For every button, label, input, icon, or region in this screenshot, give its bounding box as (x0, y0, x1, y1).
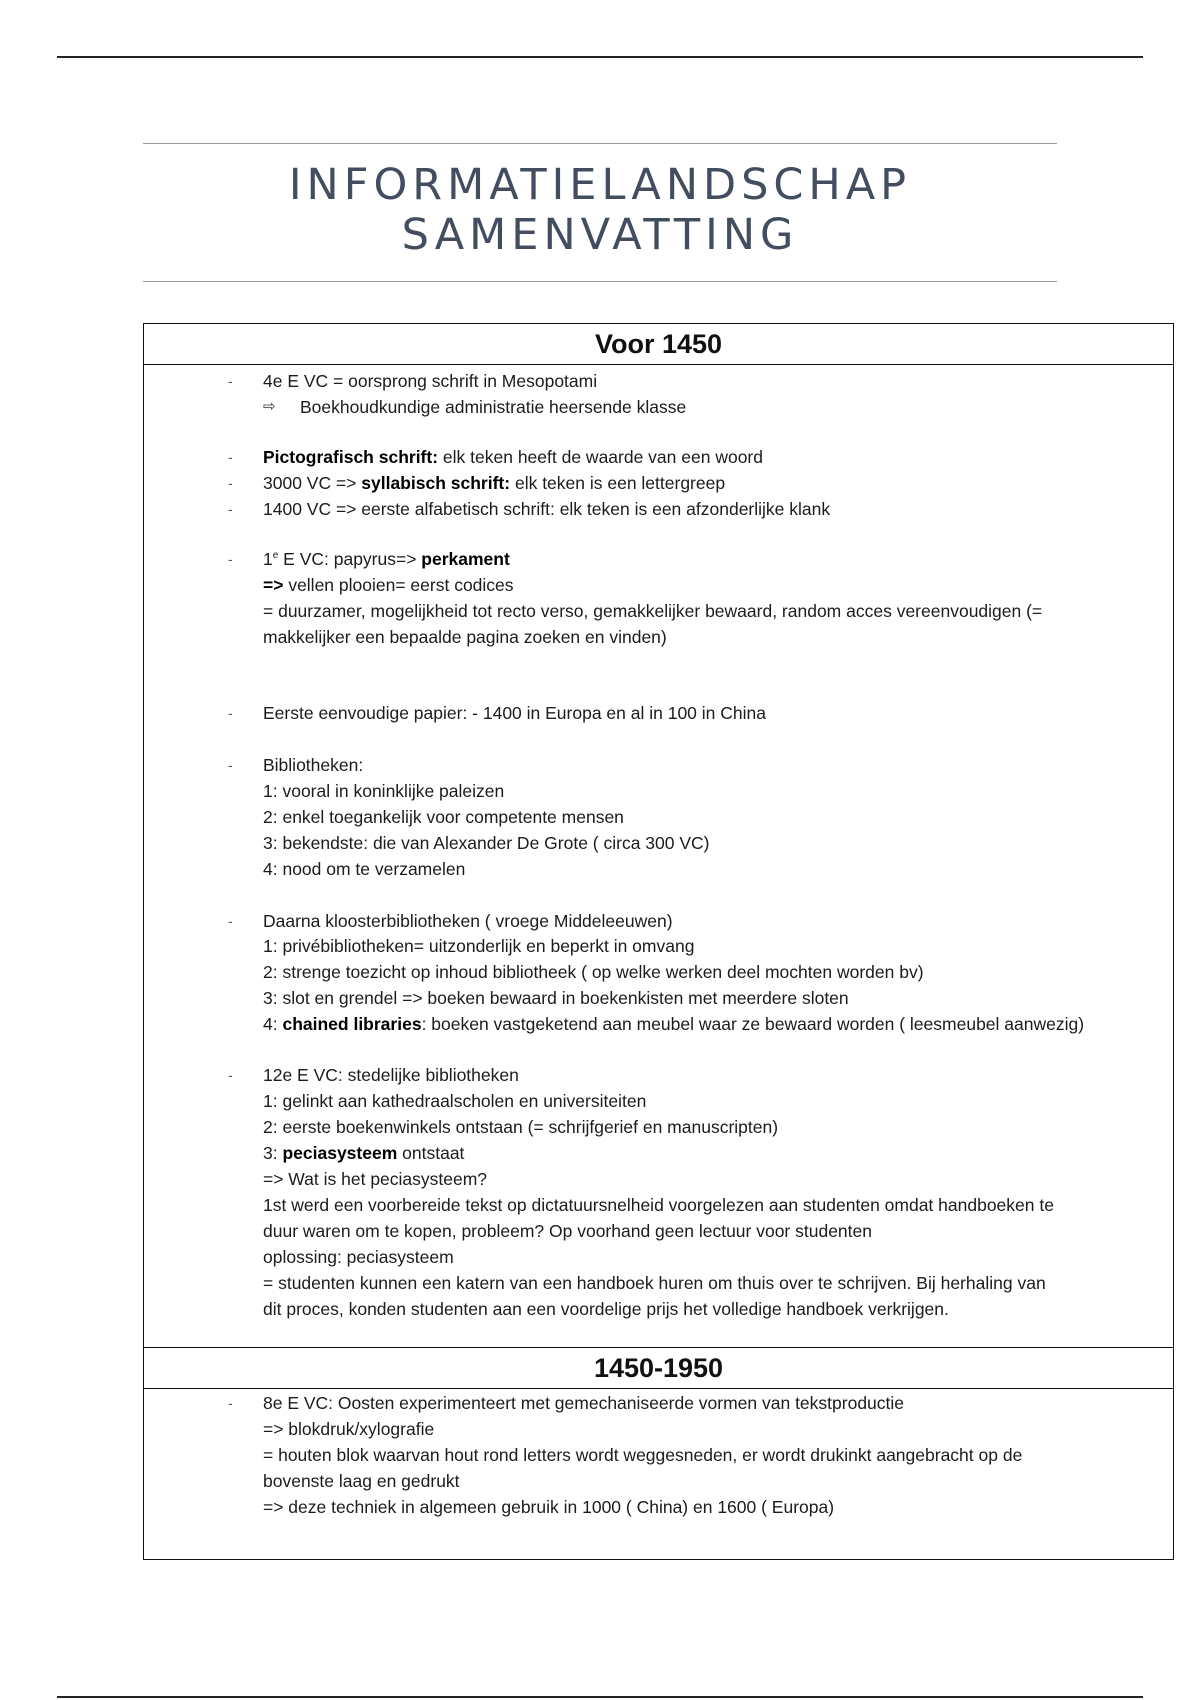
text-line: 3: slot en grendel => boeken bewaard in boekenkisten met meerdere sloten (263, 988, 849, 1008)
text-line: 8e E VC: Oosten experimenteert met gemechaniseerde vormen van tekstproductie (263, 1393, 905, 1413)
text-line (263, 547, 510, 571)
bold-term: Pictografisch schrift: (263, 447, 439, 467)
text-fragment: 3000 VC => (263, 473, 362, 493)
text-line: bovenste laag en gedrukt (263, 1471, 460, 1491)
bullet-icon: - (228, 1395, 233, 1411)
text-line: 1400 VC => eerste alfabetisch schrift: elk teken is een afzonderlijke klank (263, 499, 831, 519)
text-fragment: : boeken vastgeketend aan meubel waar ze bewaard worden ( leesmeubel aanwezig) (421, 1014, 1085, 1034)
text-line: 12e E VC: stedelijke bibliotheken (263, 1065, 519, 1085)
text-line: makkelijker een bepaalde pagina zoeken en vinden) (263, 627, 667, 647)
document-title (143, 160, 1057, 260)
title-line-1: INFORMATIELANDSCHAP (288, 160, 912, 210)
superscript: e (272, 550, 279, 562)
text-line: 2: enkel toegankelijk voor competente mensen (263, 807, 624, 827)
text-line: Bibliotheken: (263, 755, 364, 775)
text-line: = houten blok waarvan hout rond letters wordt weggesneden, er wordt drukinkt aangebracht op de (263, 1445, 1023, 1465)
text-fragment: vellen plooien= eerst codices (283, 575, 514, 595)
text-line: => deze techniek in algemeen gebruik in 1000 ( China) en 1600 ( Europa) (263, 1497, 835, 1517)
text-line: Eerste eenvoudige papier: - 1400 in Europa en al in 100 in China (263, 703, 766, 723)
text-line: 4: nood om te verzamelen (263, 859, 466, 879)
text-line: Daarna kloosterbibliotheken ( vroege Middeleeuwen) (263, 911, 673, 931)
section-heading-voor-1450: Voor 1450 (144, 324, 1173, 365)
bold-term: syllabisch schrift: (361, 473, 511, 493)
text-fragment: 3: (263, 1143, 283, 1163)
title-rule-bottom (143, 281, 1057, 282)
text-fragment: elk teken is een lettergreep (510, 473, 726, 493)
text-line: 1: vooral in koninklijke paleizen (263, 781, 505, 801)
summary-table (143, 323, 1174, 1560)
bullet-icon: - (228, 551, 233, 567)
section-body-voor-1450 (144, 365, 1173, 1347)
text-line: 3: bekendste: die van Alexander De Grote ( circa 300 VC) (263, 833, 710, 853)
arrow-icon: ⇨ (263, 398, 276, 415)
text-line: = studenten kunnen een katern van een handboek huren om thuis over te schrijven. Bij herhaling van (263, 1273, 1046, 1293)
bold-term: chained libraries (282, 1014, 422, 1034)
bullet-icon: - (228, 705, 233, 721)
bold-term: peciasysteem (282, 1143, 398, 1163)
section-body-1450-1950 (144, 1389, 1173, 1559)
text-line: Boekhoudkundige administratie heersende klasse (300, 397, 687, 417)
text-line: 2: strenge toezicht op inhoud bibliotheek ( op welke werken deel mochten worden bv) (263, 962, 924, 982)
bullet-icon: - (228, 449, 233, 465)
bullet-icon: - (228, 1067, 233, 1083)
bottom-page-rule (57, 1696, 1143, 1698)
bullet-icon: - (228, 913, 233, 929)
text-line: 1: gelinkt aan kathedraalscholen en universiteiten (263, 1091, 647, 1111)
text-line: 1: privébibliotheken= uitzonderlijk en beperkt in omvang (263, 936, 695, 956)
text-line (263, 573, 514, 597)
text-line (263, 471, 725, 495)
section-heading-1450-1950: 1450-1950 (144, 1347, 1173, 1389)
bullet-icon: - (228, 475, 233, 491)
text-line: dit proces, konden studenten aan een voordelige prijs het volledige handboek verkrijgen. (263, 1299, 949, 1319)
text-line: duur waren om te kopen, probleem? Op voorhand geen lectuur voor studenten (263, 1221, 872, 1241)
title-line-2: SAMENVATTING (401, 210, 799, 260)
text-line (263, 1141, 464, 1165)
text-fragment: ontstaat (397, 1143, 465, 1163)
text-line (263, 445, 763, 469)
text-line: 4e E VC = oorsprong schrift in Mesopotami (263, 371, 598, 391)
text-line: = duurzamer, mogelijkheid tot recto verso, gemakkelijker bewaard, random acces vereenvoudigen (= (263, 601, 1043, 621)
text-fragment: elk teken heeft de waarde van een woord (438, 447, 763, 467)
bold-term: perkament (421, 549, 510, 569)
text-line: 1st werd een voorbereide tekst op dictatuursnelheid voorgelezen aan studenten omdat handboeken te (263, 1195, 1054, 1215)
text-line: oplossing: peciasysteem (263, 1247, 454, 1267)
title-rule-top (143, 143, 1057, 144)
bold-arrow: => (263, 575, 284, 595)
bullet-icon: - (228, 373, 233, 389)
text-line: 2: eerste boekenwinkels ontstaan (= schrijfgerief en manuscripten) (263, 1117, 779, 1137)
top-page-rule (57, 56, 1143, 58)
text-line: => blokdruk/xylografie (263, 1419, 435, 1439)
text-line (263, 1012, 1084, 1036)
bullet-icon: - (228, 501, 233, 517)
text-line: => Wat is het peciasysteem? (263, 1169, 488, 1189)
text-fragment: 4: (263, 1014, 283, 1034)
text-fragment: 1 (263, 549, 273, 569)
text-fragment: E VC: papyrus=> (278, 549, 422, 569)
bullet-icon: - (228, 757, 233, 773)
